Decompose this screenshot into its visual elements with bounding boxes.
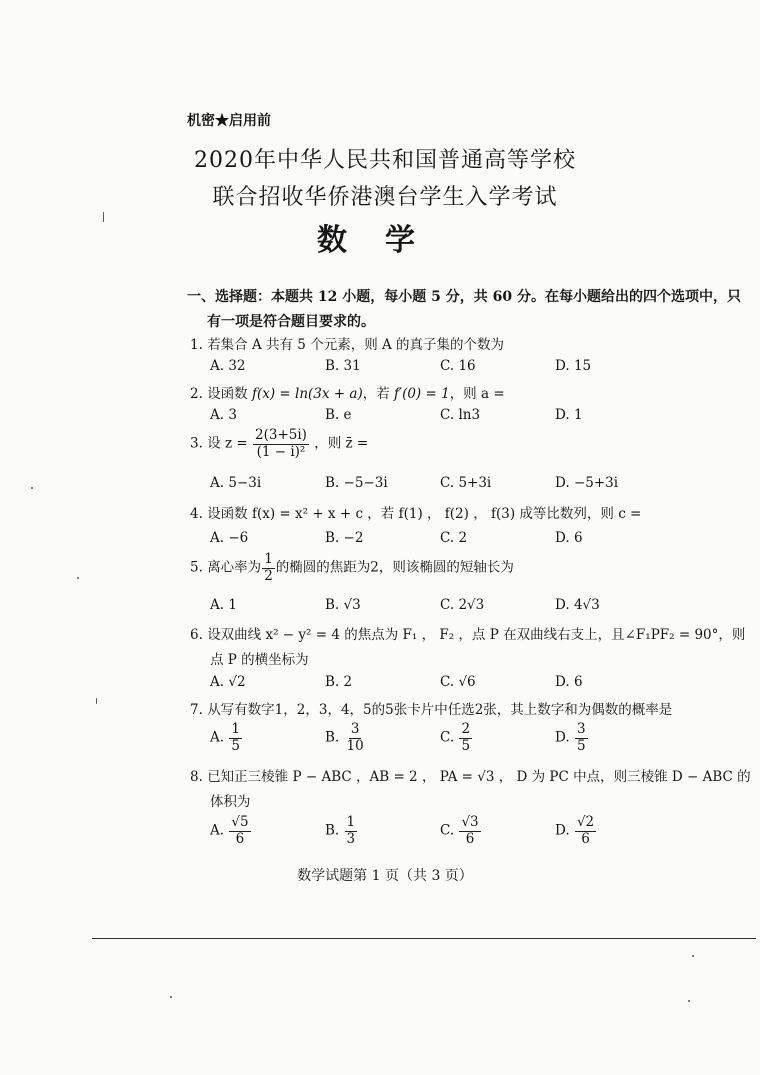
option-c: C. √6: [440, 674, 476, 690]
option-a: A. −6: [210, 530, 249, 546]
option-d: D. 4√3: [555, 597, 600, 613]
option-a: A. √2: [210, 674, 246, 690]
question-8-continued: 体积为: [210, 794, 251, 810]
question-number: 3.: [190, 435, 203, 452]
question-5: 5. 离心率为 $\frac{1}{2}$ 的椭圆的焦距为2，则该椭圆的短轴长为: [190, 551, 514, 584]
question-number: 2.: [190, 386, 203, 402]
scan-speck: [170, 996, 172, 998]
scan-speck: [688, 1000, 690, 1002]
question-3: 3. 设 z = $\frac{2(3+5i)}{\text{(1 − i)²}}$ ，则 z̄ =: [190, 427, 369, 460]
option-b: B. −5−3i: [325, 475, 388, 491]
exam-title-line1: 2020年中华人民共和国普通高等学校: [194, 148, 576, 173]
option-a: A. 32: [210, 358, 246, 374]
question-number: 7.: [190, 702, 203, 718]
question-number: 1.: [190, 337, 203, 353]
question-text: 设函数 f(x) = x² + x + c ，若 f(1) ， f(2) ， f(3) 成等比数列，则 c =: [207, 506, 642, 522]
page-footer: 数学试题第 1 页（共 3 页）: [297, 868, 473, 884]
section-instruction-line1: 一、选择题：本题共 12 小题，每小题 5 分，共 60 分。在每小题给出的四个选项中，只: [187, 289, 741, 305]
question-8: [190, 765, 751, 785]
option-d: D. 1: [555, 407, 583, 423]
option-b: B. $\frac{1}{3}$: [325, 814, 356, 847]
fraction: $\frac{2(3+5i)}{\text{(1 − i)²}}$: [255, 427, 307, 460]
option-b: B. $\frac{3}{10}$: [325, 721, 364, 754]
option-a: A. 3: [210, 407, 237, 423]
function-expression: f(x) = ln(3x + a): [251, 386, 363, 402]
exam-title-line2: 联合招收华侨港澳台学生入学考试: [212, 185, 558, 210]
option-d: D. 15: [555, 358, 592, 374]
option-b: B. √3: [325, 597, 361, 613]
option-d: D. −5+3i: [555, 475, 619, 491]
option-d: D. $\frac{√2}{6}$: [555, 814, 595, 847]
option-a: A. 5−3i: [210, 475, 262, 491]
question-6-continued: 点 P 的横坐标为: [210, 652, 309, 668]
option-c: C. 5+3i: [440, 475, 492, 491]
question-text: 从写有数字1，2，3，4，5的5张卡片中任选2张，其上数字和为偶数的概率是: [207, 702, 673, 718]
option-b: B. 31: [325, 358, 361, 374]
subject-title: 数学: [317, 223, 453, 258]
option-a: A. 1: [210, 597, 237, 613]
confidential-mark: 机密★启用前: [187, 113, 271, 129]
scan-speck: [103, 212, 104, 222]
scan-speck: [96, 698, 97, 704]
condition-expression: f′(0) = 1: [394, 386, 450, 402]
page-divider: [92, 938, 756, 939]
question-7: [190, 698, 672, 718]
question-1: [190, 333, 504, 353]
question-6: [190, 623, 745, 643]
question-text: 若集合 A 共有 5 个元素，则 A 的真子集的个数为: [207, 337, 505, 353]
section-instruction-line2: 有一项是符合题目要求的。: [207, 314, 375, 330]
option-c: C. 2: [440, 530, 468, 546]
question-2: 2. 设函数 f(x) = ln(3x + a)，若 f′(0) = 1，则 a =: [190, 386, 505, 402]
option-c: C. 2√3: [440, 597, 485, 613]
option-a: A. $\frac{1}{5}$: [210, 721, 240, 754]
option-d: D. 6: [555, 674, 583, 690]
question-number: 4.: [190, 506, 203, 522]
question-4: [190, 502, 641, 522]
question-number: 8.: [190, 769, 203, 785]
question-text: 已知正三棱锥 P − ABC ，AB = 2 ， PA = √3 ， D 为 PC 中点，则三棱锥 D − ABC 的: [207, 769, 751, 785]
option-c: C. ln3: [440, 407, 481, 423]
option-c: C. $\frac{2}{5}$: [440, 721, 471, 754]
scan-speck: [31, 487, 33, 489]
option-c: C. $\frac{√3}{6}$: [440, 814, 479, 847]
option-d: D. $\frac{3}{5}$: [555, 721, 586, 754]
fraction: $\frac{1}{2}$: [264, 551, 273, 584]
scan-speck: [692, 955, 694, 957]
option-b: B. −2: [325, 530, 364, 546]
option-b: B. 2: [325, 674, 353, 690]
option-c: C. 16: [440, 358, 476, 374]
question-text: 设双曲线 x² − y² = 4 的焦点为 F₁ ， F₂ ，点 P 在双曲线右支上，且∠F₁PF₂ = 90°，则: [207, 627, 746, 643]
question-number: 5.: [190, 559, 203, 576]
option-b: B. e: [325, 407, 352, 423]
question-number: 6.: [190, 627, 203, 643]
option-a: A. $\frac{√5}{6}$: [210, 814, 249, 847]
scan-speck: [77, 577, 79, 579]
option-d: D. 6: [555, 530, 583, 546]
